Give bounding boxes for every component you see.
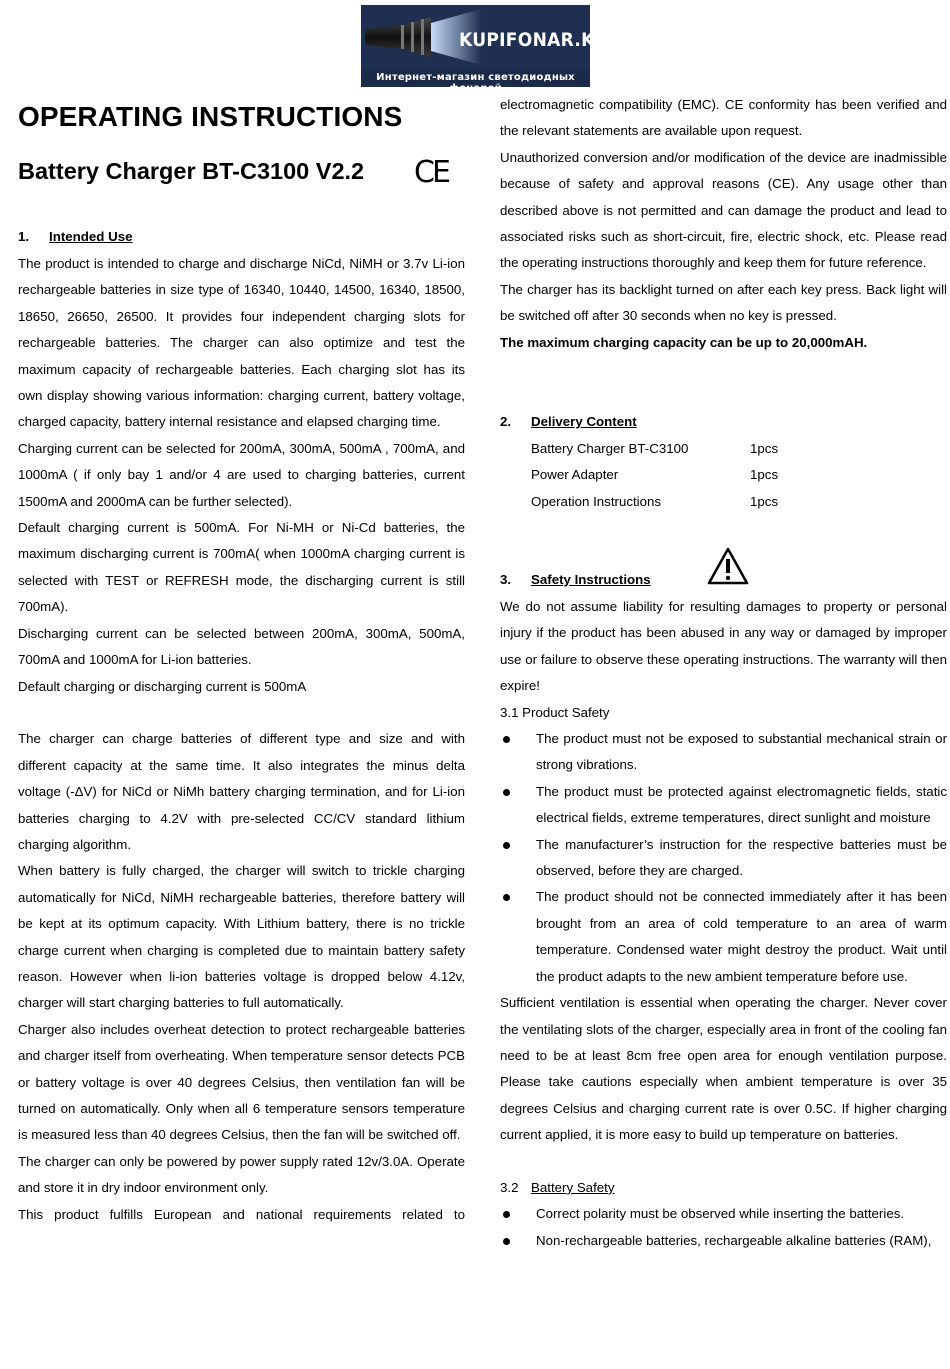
bullet-icon (503, 1238, 510, 1245)
bullet-text: Correct polarity must be observed while inserting the batteries. (536, 1206, 905, 1222)
paragraph-backlight: The charger has its backlight turned on after each key press. Back light will be switched off after 30 seconds when no key is pressed. (500, 281, 947, 324)
paragraph-trickle-charging: When battery is fully charged, the charger will switch to trickle charging automatically for NiCd, NiMH rechargeable batteries, therefore battery will be kept at its optimum capacity. With Lithium battery, there is no trickle charge current when charging is completed due to maintain battery safety reason. However when li-ion batteries voltage is dropped below 4.12v, charger will start charging batteries to full automatically. (18, 863, 465, 1011)
logo-tagline: Интернет-магазин светодиодных фонарей (376, 72, 575, 94)
paragraph-discharging-current: Discharging current can be selected between 200mA, 300mA, 500mA, 700mA and 1000mA for Li-ion batteries. (18, 625, 465, 668)
paragraph-default-charging: Default charging current is 500mA. For Ni-MH or Ni-Cd batteries, the maximum discharging current is 700mA( when 1000mA charging current is selected with TEST or REFRESH mode, the discharging current is still 700mA). (18, 520, 465, 615)
paragraph-unauthorized: Unauthorized conversion and/or modification of the device are inadmissible because of safety and approval reasons (CE). Any usage other than described above is not permitted and can damage the product and lead to associated risks such as short-circuit, fire, electric shock, etc. Please read the operating instructions thoroughly and keep them for future reference. (500, 149, 947, 271)
bullet-text: Non-rechargeable batteries, rechargeable alkaline batteries (RAM), (536, 1232, 932, 1248)
list-item (500, 436, 778, 462)
bullet-icon (503, 736, 510, 743)
paragraph-power-supply: The charger can only be powered by power supply rated 12v/3.0A. Operate and store it in dry indoor environment only. (18, 1153, 465, 1196)
delivery-list (500, 436, 778, 515)
paragraph-emc: electromagnetic compatibility (EMC). CE conformity has been verified and the relevant statements are available upon request. (500, 97, 947, 139)
bullet-icon (503, 789, 510, 796)
section-title: Battery Safety (531, 1179, 615, 1195)
ce-mark-icon: CE (414, 155, 448, 190)
item-qty: 1pcs (750, 441, 779, 456)
list-item (500, 462, 778, 488)
list-item (500, 1201, 947, 1227)
section-number: 1. (18, 229, 30, 244)
logo-name: KUPIFONAR.KZ (459, 29, 608, 51)
safety-body (500, 594, 947, 1254)
section-1-heading (18, 224, 133, 250)
paragraph-charging-current: Charging current can be selected for 200mA, 300mA, 500mA , 700mA, and 1000mA ( if only bay 1 and/or 4 are used to charging batteries, current 1500mA and 2000mA can be further selected). (18, 440, 465, 509)
page-subtitle: Battery Charger BT-C3100 V2.2 (18, 158, 365, 184)
list-item (500, 832, 947, 885)
section-title: Delivery Content (531, 414, 637, 429)
store-logo (361, 5, 608, 94)
bullet-text: The product must not be exposed to substantial mechanical strain or strong vibrations. (536, 731, 947, 773)
list-item (500, 1228, 947, 1254)
max-capacity-note: The maximum charging capacity can be up to 20,000mAH. (500, 334, 868, 350)
section-title: Intended Use (49, 229, 133, 244)
paragraph-mixed-batteries: The charger can charge batteries of different type and size and with different capacity at the same time. It also integrates the minus delta voltage (-ΔV) for NiCd or NiMh battery charging termination, and for Li-ion batteries charging to 4.2V with pre-selected CC/CV standard lithium charging algorithm. (18, 731, 465, 852)
warning-triangle-icon (707, 547, 749, 585)
item-qty: 1pcs (750, 493, 779, 509)
list-item (500, 779, 947, 832)
paragraph-default-current: Default charging or discharging current is 500mA (18, 678, 307, 694)
section-number: 2. (500, 414, 512, 429)
section-3-heading (500, 567, 651, 593)
paragraph-ventilation: Sufficient ventilation is essential when operating the charger. Never cover the ventilating slots of the charger, especially area in front of the cooling fan need to be at least 8cm free open area for enough ventilation purpose. Please take cautions especially when ambient temperature is over 35 degrees Celsius and charging current rate is over 0.5C. If higher charging current applied, it is more easy to build up temperature on batteries. (500, 995, 947, 1143)
paragraph-eu-requirements: This product fulfills European and national requirements related to (18, 1206, 465, 1222)
list-item (500, 884, 947, 990)
left-body (18, 251, 465, 1228)
list-item (500, 726, 947, 779)
section-2-heading (500, 409, 637, 435)
paragraph-overheat: Charger also includes overheat detection to protect rechargeable batteries and charger itself from overheating. When temperature sensor detects PCB or battery voltage is over 40 degrees Celsius, then ventilation fan will be turned on automatically. Only when all 6 temperature sensors temperature is measured less than 40 degrees Celsius, then the fan will be switched off. (18, 1021, 465, 1143)
bullet-icon (503, 1211, 510, 1218)
item-qty: 1pcs (750, 467, 779, 483)
section-number: 3.2 (500, 1179, 519, 1195)
item-name: Power Adapter (531, 467, 619, 483)
bullet-text: The product must be protected against electromagnetic fields, static electrical fields, extreme temperatures, direct sunlight and moisture (536, 783, 947, 826)
bullet-text: The product should not be connected immediately after it has been brought from an area of cold temperature to an area of warm temperature. Condensed water might destroy the product. Wait until the product adapts to the new ambient temperature before use. (536, 889, 947, 984)
battery-safety-heading (500, 1175, 947, 1201)
item-name: Battery Charger BT-C3100 (531, 441, 689, 456)
right-body (500, 92, 947, 356)
section-title: Safety Instructions (531, 572, 651, 587)
paragraph-liability: We do not assume liability for resulting damages to property or personal injury if the product has been abused in any way or damaged by improper use or failure to observe these operating instructions. The warranty will then expire! (500, 599, 947, 694)
bullet-icon (503, 894, 510, 901)
section-number: 3. (500, 572, 512, 587)
item-name: Operation Instructions (531, 493, 662, 509)
product-safety-heading: 3.1 Product Safety (500, 704, 610, 720)
page-title: OPERATING INSTRUCTIONS (18, 101, 403, 132)
list-item (500, 489, 778, 515)
bullet-text: The manufacturer’s instruction for the respective batteries must be observed, before they are charged. (536, 836, 947, 879)
bullet-icon (503, 842, 510, 849)
paragraph-intended-use: The product is intended to charge and discharge NiCd, NiMH or 3.7v Li-ion rechargeable batteries in size type of 16340, 10440, 14500, 16340, 18500, 18650, 26650, 26500. It provides four independent charging slots for rechargeable batteries. The charger can also optimize and test the maximum capacity of rechargeable batteries. Each charging slot has its own display showing various information: charging current, battery voltage, charged capacity, battery internal resistance and elapsed charging time. (18, 256, 465, 430)
